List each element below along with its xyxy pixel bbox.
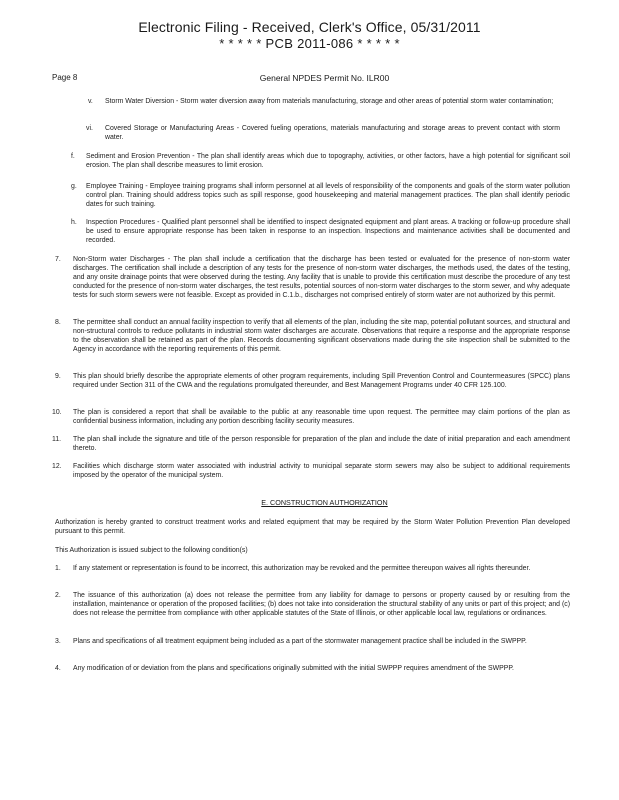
permit-title: General NPDES Permit No. ILR00: [259, 73, 390, 83]
item-label: f.: [71, 153, 75, 160]
item-text: This plan should briefly describe the appropriate elements of other program requirements, including Spill Prevention Control and Countermeasures (SPCC) plans required under Section 311 of the CWA and the regulations promulgated thereunder, and Best Management Programs under 40 CFR 125.100.: [73, 373, 570, 390]
item-text: Non-Storm water Discharges - The plan shall include a certification that the discharge has been tested or evaluated for the presence of non-storm water discharges. The certification shall include a description of any tests for the presence of non-storm water discharges, the methods used, the dates of the testing, and any onsite drainage points that were observed during the testing. Any facility that is unable to provide this certification must describe the procedure of any test conducted for the presence of non-storm water discharges, the test results, potential sources of non-storm water discharges to the storm sewer, and why adequate tests for such storm sewers were not feasible. Except as provided in C.1.b., discharges not comprised entirely of storm water are not authorized by this permit.: [73, 256, 570, 300]
item-label: h.: [71, 219, 77, 226]
item-label: 7.: [55, 256, 61, 263]
item-label: vi.: [86, 125, 93, 132]
section-heading: E. CONSTRUCTION AUTHORIZATION: [261, 498, 388, 507]
item-text: Inspection Procedures - Qualified plant personnel shall be identified to inspect designated equipment and plant areas. A tracking or follow-up procedure shall be used to ensure appropriate response has been taken in response to an inspection. Inspections and maintenance activities shall be documented and recorded.: [86, 219, 570, 245]
item-text: The permittee shall conduct an annual facility inspection to verify that all elements of the plan, including the site map, potential pollutant sources, and structural and non-structural controls to reduce pollutants in industrial storm water discharges are accurate. Observations that require a response and the appropriate response to the observation shall be retained as part of the plan. Records documenting significant observations made during the site inspection shall be submitted to the Agency in accordance with the reporting requirements of this permit.: [73, 319, 570, 354]
item-text: Facilities which discharge storm water associated with industrial activity to municipal separate storm sewers may also be subject to additional requirements imposed by the operator of the municipal system.: [73, 463, 570, 480]
item-text: The plan is considered a report that shall be available to the public at any reasonable time upon request. The permittee may claim portions of the plan as confidential business information, including any portion describing facility security measures.: [73, 409, 570, 426]
item-text: Employee Training - Employee training programs shall inform personnel at all levels of responsibility of the components and goals of the storm water pollution control plan. Training should address topics such as spill response, good housekeeping and material management practices. The plan shall identify periodic dates for such training.: [86, 183, 570, 209]
item-label: 12.: [52, 463, 62, 470]
page-number: Page 8: [52, 73, 78, 82]
item-text: Storm Water Diversion - Storm water diversion away from materials manufacturing, storage and other areas of potential storm water contamination;: [105, 98, 554, 105]
item-label: g.: [71, 183, 77, 190]
item-label: 11.: [52, 436, 62, 443]
condition-label: 4.: [55, 665, 61, 672]
condition-text: Plans and specifications of all treatment equipment being included as a part of the stormwater management practice shall be included in the SWPPP.: [73, 638, 527, 645]
item-text: The plan shall include the signature and title of the person responsible for preparation of the plan and include the date of initial preparation and each amendment thereto.: [73, 436, 570, 453]
conditions-intro: This Authorization is issued subject to the following condition(s): [55, 547, 248, 554]
case-number: * * * * * PCB 2011-086 * * * * *: [219, 36, 400, 51]
item-text: Covered Storage or Manufacturing Areas - Covered fueling operations, materials manufacturing and storage areas to prevent contact with storm water.: [105, 125, 560, 142]
authorization-paragraph: Authorization is hereby granted to construct treatment works and related equipment that may be required by the Storm Water Pollution Prevention Plan developed pursuant to this permit.: [55, 519, 570, 536]
item-text: Sediment and Erosion Prevention - The plan shall identify areas which due to topography, activities, or other factors, have a high potential for significant soil erosion. The plan shall describe measures to limit erosion.: [86, 153, 570, 170]
condition-text: The issuance of this authorization (a) does not release the permittee from any liability for damage to persons or property caused by or resulting from the installation, maintenance or operation of the proposed facilities; (b) does not take into consideration the structural stability of any units or part of this project; and (c) does not release the permittee from compliance with other applicable statutes of the State of Illinois, or other applicable local law, regulations or ordinances.: [73, 592, 570, 618]
condition-text: Any modification of or deviation from the plans and specifications originally submitted with the initial SWPPP requires amendment of the SWPPP.: [73, 665, 514, 672]
item-label: 9.: [55, 373, 61, 380]
item-label: 8.: [55, 319, 61, 326]
condition-label: 3.: [55, 638, 61, 645]
item-label: v.: [88, 98, 93, 105]
condition-label: 1.: [55, 565, 61, 572]
item-label: 10.: [52, 409, 62, 416]
condition-text: If any statement or representation is found to be incorrect, this authorization may be revoked and the permittee thereupon waives all rights thereunder.: [73, 565, 531, 572]
filing-header: Electronic Filing - Received, Clerk's Office, 05/31/2011: [138, 19, 481, 35]
condition-label: 2.: [55, 592, 61, 599]
